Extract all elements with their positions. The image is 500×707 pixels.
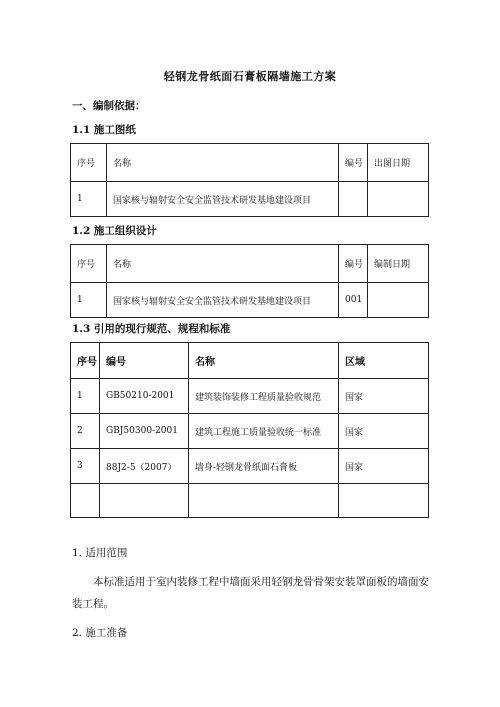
- header-cell: 序号: [71, 245, 107, 283]
- header-cell: 序号: [71, 343, 100, 379]
- table-cell: 建筑工程施工质量验收统一标准: [189, 414, 339, 449]
- table-cell: 1: [71, 379, 100, 414]
- table-cell: [71, 484, 100, 518]
- table-cell: 1: [71, 182, 107, 217]
- table-row: [71, 414, 429, 449]
- table-row: [71, 182, 429, 217]
- table-cell: [100, 484, 189, 518]
- table-cell: GBJ50300-2001: [100, 414, 189, 449]
- table-row: [71, 484, 429, 518]
- subsection-construction-design: 1.2 施工组织设计: [72, 225, 157, 237]
- table-cell: [339, 182, 368, 217]
- header-cell: 名称: [107, 245, 339, 283]
- subsection-drawings: 1.1 施工图纸: [72, 124, 136, 136]
- section-heading-basis: 一、编制依据：: [72, 100, 146, 112]
- table-header-row: [71, 245, 429, 283]
- header-cell: 名称: [189, 343, 339, 379]
- table-cell: 国家核与辐射安全安全监管技术研发基地建设项目: [107, 283, 339, 318]
- table-cell: GB50210-2001: [100, 379, 189, 414]
- table-cell: [368, 182, 429, 217]
- table-cell: 国家核与辐射安全安全监管技术研发基地建设项目: [107, 182, 339, 217]
- drawings-table: [70, 143, 429, 217]
- header-cell: 编号: [339, 144, 368, 182]
- header-cell: 编号: [339, 245, 368, 283]
- table-cell: 3: [71, 449, 100, 484]
- table-row: [71, 283, 429, 318]
- table-cell: [189, 484, 339, 518]
- table-cell: 001: [339, 283, 368, 318]
- table-cell: 88J2-5（2007）: [100, 449, 189, 484]
- table-cell: 墙身-轻钢龙骨纸面石膏板: [189, 449, 339, 484]
- header-cell: 编号: [100, 343, 189, 379]
- preparation-heading: 2. 施工准备: [72, 627, 128, 639]
- header-cell: 编制日期: [368, 245, 429, 283]
- table-cell: 国家: [339, 379, 429, 414]
- scope-paragraph: 本标准适用于室内装修工程中墙面采用轻钢龙骨骨架安装罩面板的墙面安装工程。: [72, 576, 429, 610]
- table-header-row: [71, 144, 429, 182]
- table-cell: 2: [71, 414, 100, 449]
- scope-heading: 1. 适用范围: [72, 547, 128, 559]
- standards-table: [70, 342, 429, 518]
- table-cell: [339, 484, 429, 518]
- document-title: 轻钢龙骨纸面石膏板隔墙施工方案: [163, 70, 337, 83]
- header-cell: 名称: [107, 144, 339, 182]
- table-header-row: [71, 343, 429, 379]
- table-cell: 国家: [339, 414, 429, 449]
- header-cell: 出图日期: [368, 144, 429, 182]
- table-row: [71, 379, 429, 414]
- header-cell: 序号: [71, 144, 107, 182]
- header-cell: 区域: [339, 343, 429, 379]
- table-cell: 1: [71, 283, 107, 318]
- table-row: [71, 449, 429, 484]
- table-cell: 国家: [339, 449, 429, 484]
- construction-design-table: [70, 244, 429, 318]
- table-cell: 建筑装饰装修工程质量验收规范: [189, 379, 339, 414]
- subsection-standards: 1.3 引用的现行规范、规程和标准: [72, 323, 231, 335]
- table-cell: [368, 283, 429, 318]
